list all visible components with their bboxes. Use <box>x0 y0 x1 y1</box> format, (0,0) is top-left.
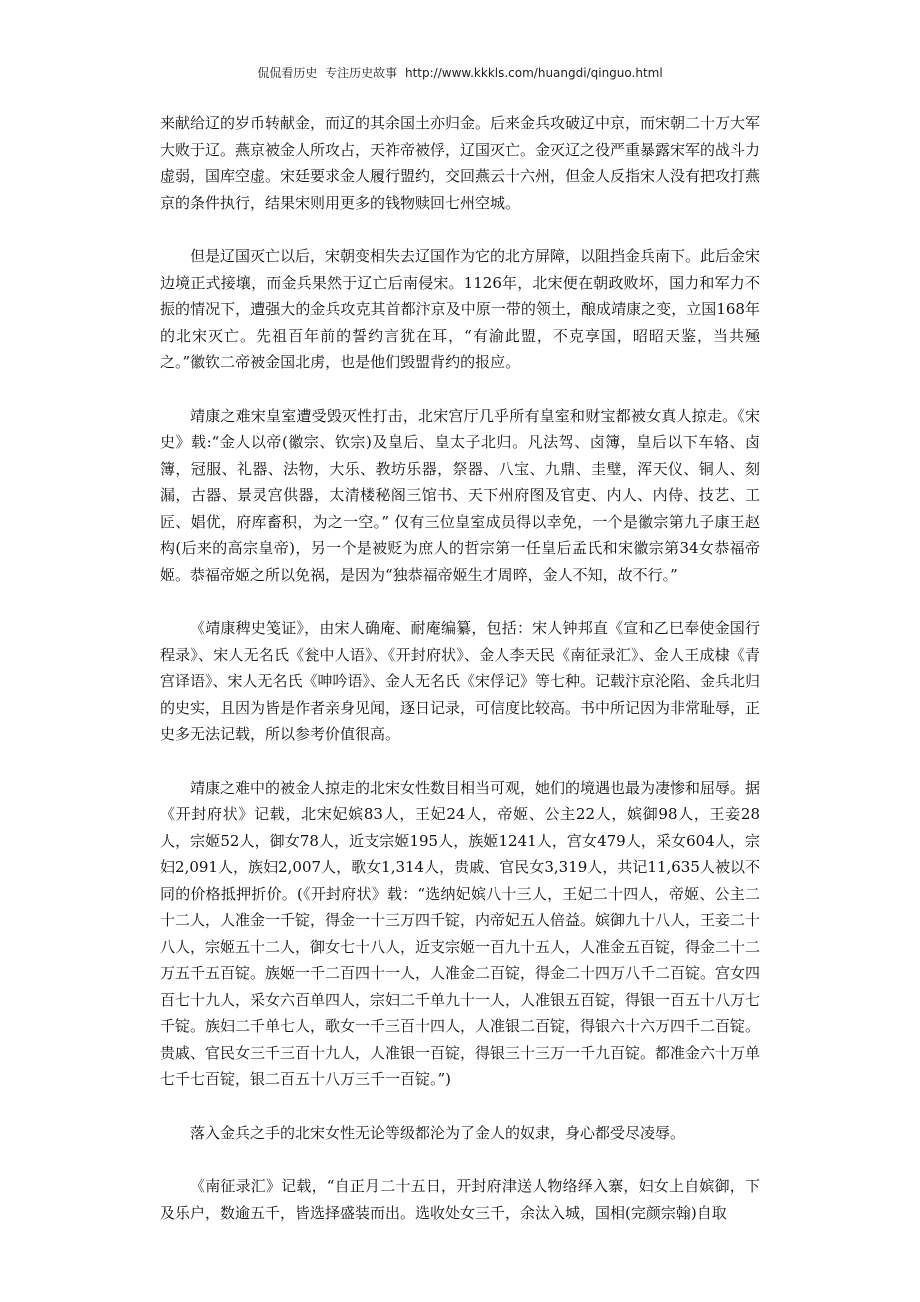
paragraph-4: 《靖康稗史笺证》，由宋人确庵、耐庵编纂，包括：宋人钟邦直《宣和乙巳奉使金国行程录》、宋人无名氏《瓮中人语》、《开封府状》、金人李天民《南征录汇》、金人王成棣《青宫译语》、宋人无名氏《呻吟语》、金人无名氏《宋俘记》等七种。记载汴京沦陷、金兵北归的史实，且因为皆是作者亲身见闻，逐日记录，可信度比较高。书中所记因为非常耻辱，正史多无法记载，所以参考价值很高。 <box>160 619 761 743</box>
paragraph-1: 来献给辽的岁币转献金，而辽的其余国土亦归金。后来金兵攻破辽中京，而宋朝二十万大军大败于辽。燕京被金人所攻占，天祚帝被俘，辽国灭亡。金灭辽之役严重暴露宋军的战斗力虚弱，国库空虚。宋廷要求金人履行盟约，交回燕云十六州，但金人反指宋人没有把攻打燕京的条件执行，结果宋则用更多的钱物赎回七州空城。 <box>160 114 761 212</box>
site-tagline: 专注历史故事 <box>325 66 398 80</box>
paragraph-7: 《南征录汇》记载，“自正月二十五日，开封府津送人物络绎入寨，妇女上自嫔御，下及乐户，数逾五千，皆选择盛装而出。选收处女三千，余汰入城，国相(完颜宗翰)自取 <box>160 1177 760 1222</box>
article-body <box>160 110 760 1253</box>
paragraph-6: 落入金兵之手的北宋女性无论等级都沦为了金人的奴隶，身心都受尽凌辱。 <box>190 1123 686 1142</box>
paragraph-3: 靖康之难宋皇室遭受毁灭性打击，北宋宫厅几乎所有皇室和财宝都被女真人掠走。《宋史》载:“金人以帝(徽宗、钦宗)及皇后、皇太子北归。凡法驾、卤簿，皇后以下车辂、卤簿，冠服、礼器、法物，大乐、教坊乐器，祭器、八宝、九鼎、圭璧，浑天仪、铜人、刻漏，古器、景灵宫供器，太清楼秘阁三馆书、天下州府图及官吏、内人、内侍、技艺、工匠、娼优，府库畜积，为之一空。” 仅有三位皇室成员得以幸免，一个是徽宗第九子康王赵构(后来的高宗皇帝)，另一个是被贬为庶人的哲宗第一任皇后孟氏和宋徽宗第34女恭福帝姬。恭福帝姬之所以免祸，是因为“独恭福帝姬生才周晬，金人不知，故不行。” <box>160 406 760 584</box>
site-name: 侃侃看历史 <box>257 66 318 80</box>
page-header <box>0 64 920 81</box>
page-url[interactable]: http://www.kkkls.com/huangdi/qinguo.html <box>405 66 663 80</box>
paragraph-2: 但是辽国灭亡以后，宋朝变相失去辽国作为它的北方屏障，以阻挡金兵南下。此后金宋边境正式接壤，而金兵果然于辽亡后南侵宋。1126年，北宋便在朝政败坏，国力和军力不振的情况下，遭强大的金兵攻克其首都汴京及中原一带的领土，酿成靖康之变，立国168年的北宋灭亡。先祖百年前的誓约言犹在耳，“有渝此盟，不克享国，昭昭天鉴，当共殛之。”徽钦二帝被金国北虏，也是他们毁盟背约的报应。 <box>160 247 761 371</box>
paragraph-5: 靖康之难中的被金人掠走的北宋女性数目相当可观，她们的境遇也最为凄惨和屈辱。据《开封府状》记载，北宋妃嫔83人，王妃24人，帝姬、公主22人，嫔御98人，王妾28人，宗姬52人，御女78人，近支宗姬195人，族姬1241人，宫女479人，采女604人，宗妇2,091人，族妇2,007人，歌女1,314人，贵戚、官民女3,319人，共记11,635人被以不同的价格抵押折价。(《开封府状》载：“选纳妃嫔八十三人，王妃二十四人，帝姬、公主二十二人，人准金一千锭，得金一十三万四千锭，内帝妃五人倍益。嫔御九十八人，王妾二十八人，宗姬五十二人，御女七十八人，近支宗姬一百九十五人，人准金五百锭，得金二十二万五千五百锭。族姬一千二百四十一人，人准金二百锭，得金二十四万八千二百锭。宫女四百七十九人，采女六百单四人，宗妇二千单九十一人，人准银五百锭，得银一百五十八万七千锭。族妇二千单七人，歌女一千三百十四人，人准银二百锭，得银六十六万四千二百锭。贵戚、官民女三千三百十九人，人准银一百锭，得银三十三万一千九百锭。都准金六十万单七千七百锭，银二百五十八万三千一百锭。”) <box>160 778 761 1088</box>
